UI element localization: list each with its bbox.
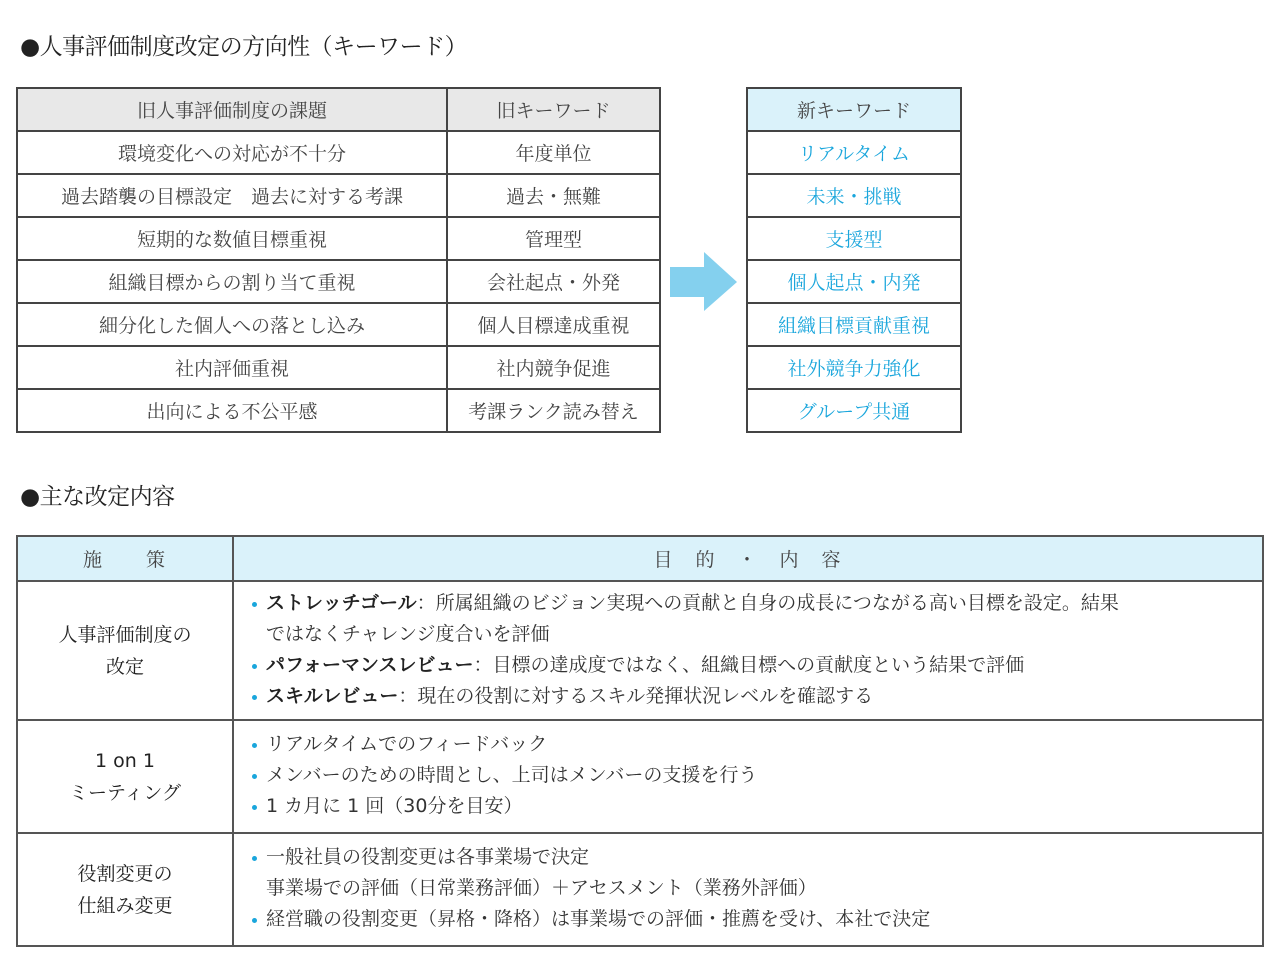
list-item: 一般社員の役割変更は各事業場で決定 <box>250 842 1250 873</box>
issue: 環境変化への対応が不十分 <box>17 131 447 174</box>
issue: 出向による不公平感 <box>17 389 447 432</box>
right-arrow-icon <box>670 252 738 312</box>
header-old-keyword: 旧キーワード <box>447 88 660 131</box>
header-measure: 施 策 <box>17 536 233 581</box>
list-item: メンバーのための時間とし、上司はメンバーの支援を行う <box>250 760 1250 791</box>
item-text: ：目標の達成度ではなく、組織目標への貢献度という結果で評価 <box>473 653 1025 676</box>
table-row <box>17 720 1263 833</box>
term: ストレッチゴール <box>266 591 417 614</box>
list-item: リアルタイムでのフィードバック <box>250 729 1250 760</box>
table-row <box>17 581 1263 720</box>
header-issues: 旧人事評価制度の課題 <box>17 88 447 131</box>
issue: 短期的な数値目標重視 <box>17 217 447 260</box>
item-continuation: ではなくチャレンジ度合いを評価 <box>266 622 550 645</box>
new-keyword: 社外競争力強化 <box>747 346 961 389</box>
table-row <box>17 346 660 389</box>
old-keyword: 社内競争促進 <box>447 346 660 389</box>
old-keyword: 個人目標達成重視 <box>447 303 660 346</box>
table-row <box>17 833 1263 946</box>
header-purpose: 目 的 ・ 内 容 <box>233 536 1263 581</box>
issue: 過去踏襲の目標設定 過去に対する考課 <box>17 174 447 217</box>
measure-line: 人事評価制度の <box>58 623 192 646</box>
new-keyword: リアルタイム <box>747 131 961 174</box>
issue: 細分化した個人への落とし込み <box>17 303 447 346</box>
list-item <box>250 588 1250 619</box>
term: パフォーマンスレビュー <box>266 653 474 676</box>
new-keyword: グループ共通 <box>747 389 961 432</box>
list-item: 1 カ月に 1 回（30分を目安） <box>250 791 1250 822</box>
item-text: ：所属組織のビジョン実現への貢献と自身の成長につながる高い目標を設定。結果 <box>416 591 1119 614</box>
measure <box>17 581 233 720</box>
measure-line: ミーティング <box>68 781 182 804</box>
revisions-table <box>16 535 1264 947</box>
table-row <box>17 389 660 432</box>
term: スキルレビュー <box>266 684 399 707</box>
measure-line: 仕組み変更 <box>77 894 173 917</box>
old-keyword: 会社起点・外発 <box>447 260 660 303</box>
header-new-keyword: 新キーワード <box>747 88 961 131</box>
item-continuation: 事業場での評価（日常業務評価）＋アセスメント（業務外評価） <box>266 877 817 899</box>
section-title-revisions: ●主な改定内容 <box>20 484 175 510</box>
table-row <box>17 260 660 303</box>
new-keyword: 組織目標貢献重視 <box>747 303 961 346</box>
details <box>233 581 1263 720</box>
table-row <box>17 303 660 346</box>
new-keyword: 支援型 <box>747 217 961 260</box>
issue: 組織目標からの割り当て重視 <box>17 260 447 303</box>
measure-line: 1 on 1 <box>95 749 155 772</box>
list-item: 経営職の役割変更（昇格・降格）は事業場での評価・推薦を受け、本社で決定 <box>250 904 1250 935</box>
old-keyword: 考課ランク読み替え <box>447 389 660 432</box>
table-row <box>17 174 660 217</box>
section-title-keywords: ●人事評価制度改定の方向性（キーワード） <box>20 34 468 60</box>
old-keywords-table <box>16 87 661 433</box>
old-keyword: 過去・無難 <box>447 174 660 217</box>
table-row <box>17 217 660 260</box>
item-text: ：現在の役割に対するスキル発揮状況レベルを確認する <box>398 684 874 707</box>
new-keywords-table <box>746 87 962 433</box>
measure-line: 役割変更の <box>77 862 173 885</box>
measure <box>17 833 233 946</box>
list-item <box>250 650 1250 681</box>
details <box>233 720 1263 833</box>
details <box>233 833 1263 946</box>
issue: 社内評価重視 <box>17 346 447 389</box>
list-item <box>250 681 1250 712</box>
table-row <box>17 131 660 174</box>
new-keyword: 個人起点・内発 <box>747 260 961 303</box>
old-keyword: 管理型 <box>447 217 660 260</box>
old-keyword: 年度単位 <box>447 131 660 174</box>
measure <box>17 720 233 833</box>
measure-line: 改定 <box>105 655 144 678</box>
new-keyword: 未来・挑戦 <box>747 174 961 217</box>
